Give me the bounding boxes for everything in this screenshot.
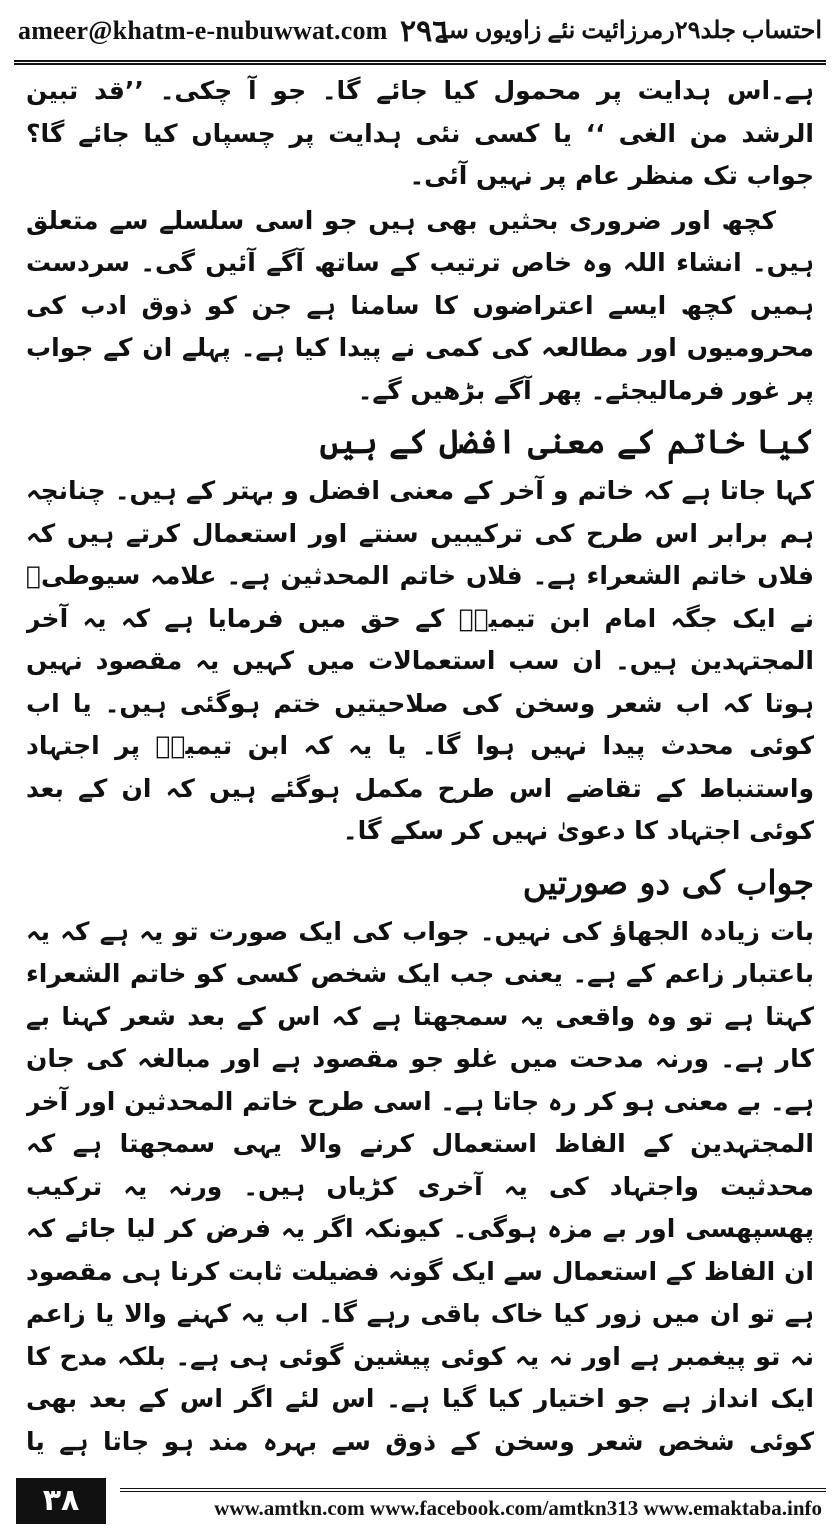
section-heading-2: جواب کی دو صورتیں xyxy=(522,862,814,902)
footer-links: www.amtkn.com www.facebook.com/amtkn313 www.emaktaba.info xyxy=(214,1496,822,1520)
paragraph-1: ہے۔اس ہدایت پر محمول کیا جائے گا۔ جو آ چکی۔ ’’قد تبین الرشد من الغی ‘‘ یا کسی نئی ہدایت پر چسپاں کیا جائے گا؟ جواب تک منظر عام پر نہیں آئی۔ xyxy=(26,76,814,190)
paragraph-3: کہا جاتا ہے کہ خاتم و آخر کے معنی افضل و بہتر کے ہیں۔ چنانچہ ہم برابر اس طرح کی ترکیبیں سنتے اور استعمال کرتے ہیں کہ فلاں خاتم الشعراء ہے۔ فلاں خاتم المحدثین ہے۔ علامہ سیوطیؒ نے ایک جگہ امام ابن تیمیہؒ کے حق میں فرمایا ہے کہ یہ آخر المجتہدین ہیں۔ ان سب استعمالات میں کہیں یہ مقصود نہیں ہوتا کہ اب شعر وسخن کی صلاحیتیں ختم ہوگئی ہیں۔ یا اب کوئی محدث پیدا نہیں ہوا گا۔ یا یہ کہ ابن تیمیہؒ پر اجتہاد واستنباط کے تقاضے اس طرح مکمل ہوگئے ہیں کہ ان کے بعد کوئی اجتہاد کا دعویٰ نہیں کر سکے گا۔ xyxy=(26,476,814,845)
header-running-title: احتساب جلد۲۹رمرزائیت نئے زاویوں سے xyxy=(434,18,822,44)
paragraph-4: بات زیادہ الجھاؤ کی نہیں۔ جواب کی ایک صورت تو یہ ہے کہ یہ باعتبار زاعم کے ہے۔ یعنی جب ایک شخص کسی کو خاتم الشعراء کہتا ہے تو وہ واقعی یہ سمجھتا ہے کہ اس کے بعد شعر کہنا بے کار ہے۔ ورنہ مدحت میں غلو جو مقصود ہے اور مبالغہ کی جان ہے۔ بے معنی ہو کر رہ جاتا ہے۔ اسی طرح خاتم المحدثین اور آخر المجتہدین کے الفاظ استعمال کرنے والا یہی سمجھتا ہے کہ محدثیت واجتہاد کی یہ آخری کڑیاں ہیں۔ ورنہ یہ ترکیب پھسپھسی اور بے مزہ ہوگی۔ کیونکہ اگر یہ فرض کر لیا جائے کہ ان الفاظ کے استعمال سے ایک گونہ فضیلت ثابت کرنا ہی مقصود ہے تو ان میں زور کیا خاک باقی رہے گا۔ اب یہ کہنے والا یا زاعم نہ تو پیغمبر ہے اور نہ یہ کوئی پیشین گوئی ہی ہے۔ بلکہ مدح کا ایک انداز ہے جو اختیار کیا گیا ہے۔ اس لئے اگر اس کے بعد بھی کوئی شخص شعر وسخن کے ذوق سے بہرہ مند ہو جاتا ہے یا xyxy=(26,916,814,1456)
section-heading-1: کیا خاتم کے معنی افضل کے ہیں xyxy=(319,422,814,461)
footer-rule xyxy=(120,1488,826,1492)
header-email: ameer@khatm-e-nubuwwat.com xyxy=(18,16,388,45)
footer-page-number: ۳۸ xyxy=(16,1478,106,1524)
paragraph-2: کچھ اور ضروری بحثیں بھی ہیں جو اسی سلسلے سے متعلق ہیں۔ انشاء اللہ وہ خاص ترتیب کے ساتھ آگے آئیں گی۔ سردست ہمیں کچھ ایسے اعتراضوں کا سامنا ہے جن کو ذوق ادب کی محرومیوں اور مطالعہ کی کمی نے پیدا کیا ہے۔ پہلے ان کے جواب پر غور فرمالیجئے۔ پھر آگے بڑھیں گے۔ xyxy=(26,205,814,405)
header-rule xyxy=(14,60,826,65)
page-header xyxy=(14,14,826,52)
page-body xyxy=(26,70,814,1460)
header-page-number: ۲۹٦ xyxy=(400,15,449,48)
